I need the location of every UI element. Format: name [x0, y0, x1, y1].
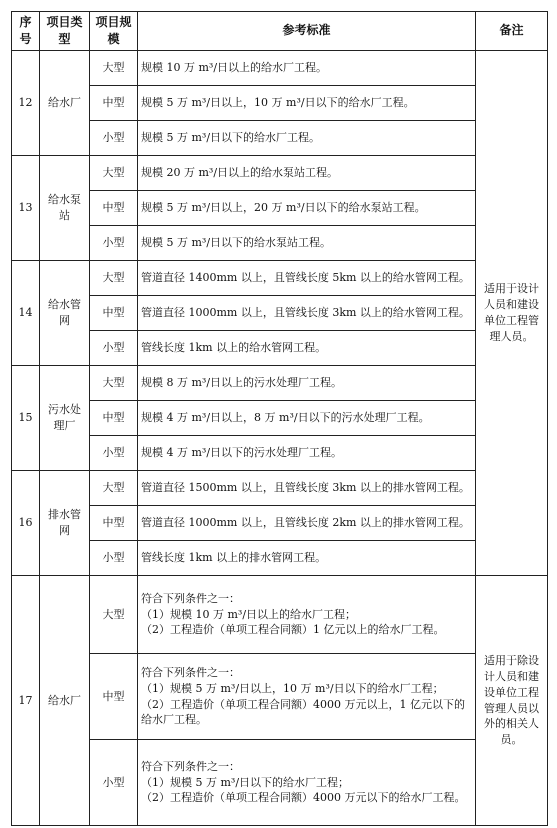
table-row: [12, 576, 548, 654]
table-header-row: [12, 12, 548, 51]
type-cell: 给水厂: [40, 576, 90, 826]
seq-cell: 17: [12, 576, 40, 826]
standard-line: 规模 4 万 m³/日以上，8 万 m³/日以下的污水处理厂工程。: [141, 411, 430, 425]
standard-cell: [138, 191, 476, 226]
standard-cell: [138, 296, 476, 331]
standard-line: 管线长度 1km 以上的排水管网工程。: [141, 551, 327, 565]
standard-cell: [138, 740, 476, 826]
table-row: [12, 296, 548, 331]
standard-line: 规模 5 万 m³/日以下的给水厂工程。: [141, 131, 321, 145]
seq-cell: 13: [12, 156, 40, 261]
standard-line: （1）规模 5 万 m³/日以下的给水厂工程；: [141, 775, 350, 789]
standard-line: 规模 4 万 m³/日以下的污水处理厂工程。: [141, 446, 343, 460]
seq-cell: 15: [12, 366, 40, 471]
scale-cell: 中型: [90, 296, 138, 331]
table-row: [12, 331, 548, 366]
standard-cell: [138, 366, 476, 401]
scale-cell: 小型: [90, 331, 138, 366]
table-row: [12, 86, 548, 121]
type-cell: 给水管网: [40, 261, 90, 366]
table-row: [12, 261, 548, 296]
standard-line: 规模 20 万 m³/日以上的给水泵站工程。: [141, 166, 339, 180]
table-row: [12, 436, 548, 471]
standard-line: 规模 5 万 m³/日以下的给水泵站工程。: [141, 236, 332, 250]
seq-cell: 12: [12, 51, 40, 156]
standard-cell: [138, 156, 476, 191]
standard-line: （2）工程造价（单项工程合同额）4000 万元以下的给水厂工程。: [141, 791, 466, 805]
standard-line: 管道直径 1000mm 以上，且管线长度 2km 以上的排水管网工程。: [141, 516, 470, 530]
standard-line: 规模 10 万 m³/日以上的给水厂工程。: [141, 61, 328, 75]
standard-cell: [138, 436, 476, 471]
note-cell-other: 适用于除设计人员和建设单位工程管理人员以外的相关人员。: [476, 576, 548, 826]
standard-cell: [138, 261, 476, 296]
standard-cell: [138, 471, 476, 506]
standard-line: 管道直径 1400mm 以上，且管线长度 5km 以上的给水管网工程。: [141, 271, 470, 285]
standard-cell: [138, 654, 476, 740]
standard-cell: [138, 331, 476, 366]
seq-cell: 14: [12, 261, 40, 366]
standard-cell: [138, 86, 476, 121]
scale-cell: 中型: [90, 401, 138, 436]
standard-line: 管线长度 1km 以上的给水管网工程。: [141, 341, 327, 355]
type-cell: 给水泵站: [40, 156, 90, 261]
table-row: [12, 121, 548, 156]
table-row: [12, 156, 548, 191]
standard-line: 符合下列条件之一：: [141, 665, 240, 679]
standards-table: [11, 11, 548, 826]
scale-cell: 大型: [90, 576, 138, 654]
table-row: [12, 740, 548, 826]
standard-cell: [138, 506, 476, 541]
scale-cell: 小型: [90, 121, 138, 156]
header-type: 项目类型: [40, 12, 90, 51]
type-cell: 给水厂: [40, 51, 90, 156]
table-row: [12, 541, 548, 576]
scale-cell: 中型: [90, 191, 138, 226]
standard-line: 管道直径 1500mm 以上，且管线长度 3km 以上的排水管网工程。: [141, 481, 470, 495]
table-row: [12, 506, 548, 541]
seq-cell: 16: [12, 471, 40, 576]
table-row: [12, 366, 548, 401]
scale-cell: 大型: [90, 51, 138, 86]
standard-line: 管道直径 1000mm 以上，且管线长度 3km 以上的给水管网工程。: [141, 306, 470, 320]
standard-cell: [138, 576, 476, 654]
scale-cell: 中型: [90, 86, 138, 121]
header-seq: 序号: [12, 12, 40, 51]
scale-cell: 大型: [90, 471, 138, 506]
table-row: [12, 654, 548, 740]
standard-line: 规模 8 万 m³/日以上的污水处理厂工程。: [141, 376, 343, 390]
scale-cell: 小型: [90, 226, 138, 261]
table-row: [12, 471, 548, 506]
standard-line: 符合下列条件之一：: [141, 759, 240, 773]
standard-line: （1）规模 5 万 m³/日以上，10 万 m³/日以下的给水厂工程；: [141, 681, 444, 695]
table-row: [12, 401, 548, 436]
standard-line: （1）规模 10 万 m³/日以上的给水厂工程；: [141, 607, 357, 621]
standard-line: 规模 5 万 m³/日以上，10 万 m³/日以下的给水厂工程。: [141, 96, 415, 110]
table-row: [12, 191, 548, 226]
type-cell: 污水处理厂: [40, 366, 90, 471]
table-row: [12, 226, 548, 261]
type-cell: 排水管网: [40, 471, 90, 576]
scale-cell: 中型: [90, 506, 138, 541]
note-cell-design: 适用于设计人员和建设单位工程管理人员。: [476, 51, 548, 576]
scale-cell: 小型: [90, 740, 138, 826]
header-note: 备注: [476, 12, 548, 51]
standard-cell: [138, 541, 476, 576]
scale-cell: 小型: [90, 436, 138, 471]
table-row: [12, 51, 548, 86]
scale-cell: 大型: [90, 366, 138, 401]
scale-cell: 中型: [90, 654, 138, 740]
standard-cell: [138, 401, 476, 436]
standard-cell: [138, 51, 476, 86]
scale-cell: 大型: [90, 156, 138, 191]
standard-line: 规模 5 万 m³/日以上，20 万 m³/日以下的给水泵站工程。: [141, 201, 426, 215]
scale-cell: 小型: [90, 541, 138, 576]
standard-line: （2）工程造价（单项工程合同额）1 亿元以上的给水厂工程。: [141, 623, 445, 637]
standard-line: （2）工程造价（单项工程合同额）4000 万元以上，1 亿元以下的给水厂工程。: [141, 697, 465, 727]
standard-cell: [138, 121, 476, 156]
header-standard: 参考标准: [138, 12, 476, 51]
standard-cell: [138, 226, 476, 261]
standard-line: 符合下列条件之一：: [141, 591, 240, 605]
scale-cell: 大型: [90, 261, 138, 296]
header-scale: 项目规模: [90, 12, 138, 51]
